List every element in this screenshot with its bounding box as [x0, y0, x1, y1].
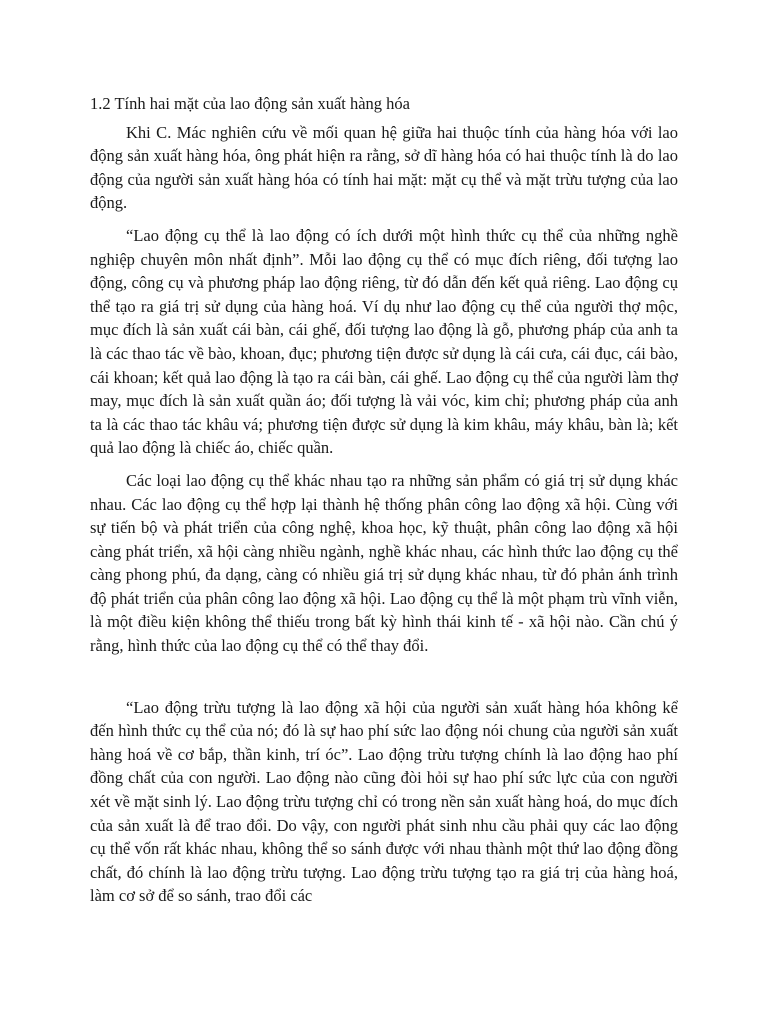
- section-heading: 1.2 Tính hai mặt của lao động sản xuất hàng hóa: [90, 94, 410, 113]
- paragraph-1: Khi C. Mác nghiên cứu về mối quan hệ giữa hai thuộc tính của hàng hóa với lao động sản xuất hàng hóa, ông phát hiện ra rằng, sở dĩ hàng hóa có hai thuộc tính là do lao động của người sản xuất hàng hóa có tính hai mặt: mặt cụ thể và mặt trừu tượng của lao động.: [90, 122, 678, 213]
- paragraph-4: “Lao động trừu tượng là lao động xã hội của người sản xuất hàng hóa không kể đến hình thức cụ thể của nó; đó là sự hao phí sức lao động nói chung của người sản xuất hàng hoá về cơ bắp, thần kinh, trí óc”. Lao động trừu tượng chính là lao động hao phí đồng chất của con người. Lao động nào cũng đòi hỏi sự hao phí sức lực của con người xét về mặt sinh lý. Lao động trừu tượng chỉ có trong nền sản xuất hàng hoá, do mục đích của sản xuất là để trao đổi. Do vậy, con người phát sinh nhu cầu phải quy các lao động cụ thể vốn rất khác nhau, không thể so sánh được với nhau thành một thứ lao động đồng chất, đó chính là lao động trừu tượng. Lao động trừu tượng tạo ra giá trị của hàng hoá, làm cơ sở để so sánh, trao đổi các: [90, 697, 678, 906]
- paragraph-2: “Lao động cụ thể là lao động có ích dưới một hình thức cụ thể của những nghề nghiệp chuyên môn nhất định”. Mỗi lao động cụ thể có mục đích riêng, đối tượng lao động, công cụ và phương pháp lao động riêng, từ đó dẫn đến kết quả riêng. Lao động cụ thể tạo ra giá trị sử dụng của hàng hoá. Ví dụ như lao động cụ thể của người thợ mộc, mục đích là sản xuất cái bàn, cái ghế, đối tượng lao động là gỗ, phương pháp của anh ta là các thao tác về bào, khoan, đục; phương tiện được sử dụng là cái cưa, cái đục, cái bào, cái khoan; kết quả lao động là tạo ra cái bàn, cái ghế. Lao động cụ thể của người làm thợ may, mục đích là sản xuất quần áo; đối tượng là vải vóc, kim chỉ; phương pháp của anh ta là các thao tác khâu vá; phương tiện được sử dụng là kim khâu, máy khâu, bàn là; kết quả lao động là chiếc áo, chiếc quần.: [90, 225, 678, 458]
- document-body: [90, 92, 678, 917]
- paragraph-3: Các loại lao động cụ thể khác nhau tạo ra những sản phẩm có giá trị sử dụng khác nhau. Các lao động cụ thể hợp lại thành hệ thống phân công lao động xã hội. Cùng với sự tiến bộ và phát triển của công nghệ, khoa học, kỹ thuật, phân công lao động xã hội càng phát triển, xã hội càng nhiều ngành, nghề khác nhau, các hình thức lao động cụ thể càng phong phú, đa dạng, càng có nhiều giá trị sử dụng khác nhau, từ đó phản ánh trình độ phát triển của phân công lao động xã hội. Lao động cụ thể là một phạm trù vĩnh viễn, là một điều kiện không thể thiếu trong bất kỳ hình thái kinh tế - xã hội nào. Cần chú ý rằng, hình thức của lao động cụ thể có thể thay đổi.: [90, 470, 678, 656]
